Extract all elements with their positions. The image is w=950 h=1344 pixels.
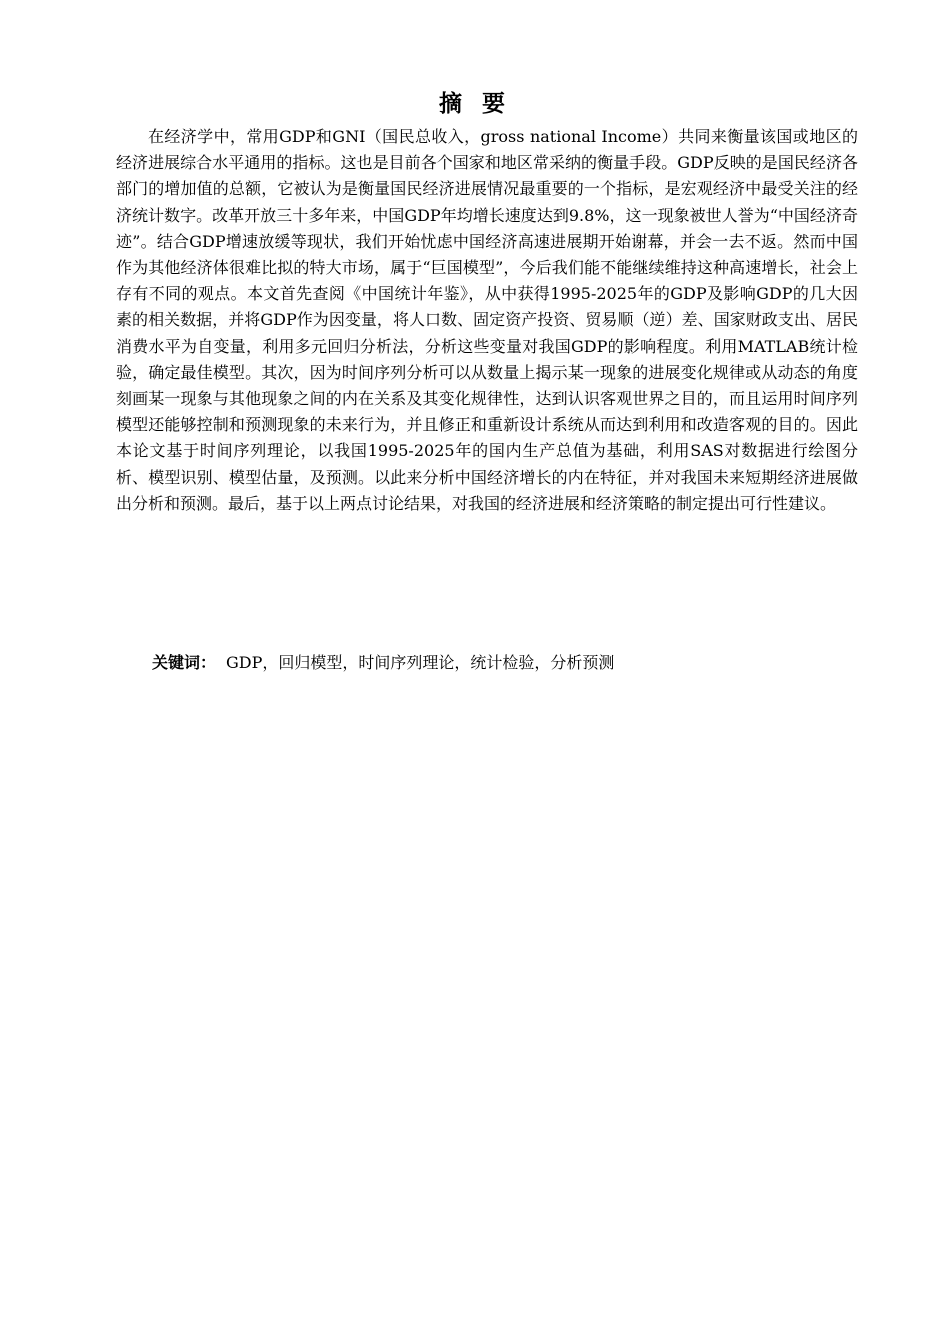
abstract-body: 在经济学中，常用GDP和GNI（国民总收入，gross national Income）共同来衡量该国或地区的经济进展综合水平通用的指标。这也是目前各个国家和地区常采纳的衡量手段。GDP反映的是国民经济各部门的增加值的总额，它被认为是衡量国民经济进展情况最重要的一个指标，是宏观经济中最受关注的经济统计数字。改革开放三十多年来，中国GDP年均增长速度达到9.8%，这一现象被世人誉为“中国经济奇迹”。结合GDP增速放缓等现状，我们开始忧虑中国经济高速进展期开始谢幕，并会一去不返。然而中国作为其他经济体很难比拟的特大市场，属于“巨国模型”，今后我们能不能继续维持这种高速增长，社会上存有不同的观点。本文首先查阅《中国统计年鉴》，从中获得1995-2025年的GDP及影响GDP的几大因素的相关数据，并将GDP作为因变量，将人口数、固定资产投资、贸易顺（逆）差、国家财政支出、居民消费水平为自变量，利用多元回归分析法，分析这些变量对我国GDP的影响程度。利用MATLAB统计检验，确定最佳模型。其次，因为时间序列分析可以从数量上揭示某一现象的进展变化规律或从动态的角度刻画某一现象与其他现象之间的内在关系及其变化规律性，达到认识客观世界之目的，而且运用时间序列模型还能够控制和预测现象的未来行为，并且修正和重新设计系统从而达到利用和改造客观的目的。因此本论文基于时间序列理论，以我国1995-2025年的国内生产总值为基础，利用SAS对数据进行绘图分析、模型识别、模型估量，及预测。以此来分析中国经济增长的内在特征，并对我国未来短期经济进展做出分析和预测。最后，基于以上两点讨论结果，对我国的经济进展和经济策略的制定提出可行性建议。 — [116, 127, 858, 513]
keywords-label: 关键词： — [152, 653, 217, 672]
keywords-value: GDP，回归模型，时间序列理论，统计检验，分析预测 — [226, 653, 615, 672]
keywords-line — [152, 650, 858, 676]
abstract-title: 摘 要 — [438, 91, 511, 117]
